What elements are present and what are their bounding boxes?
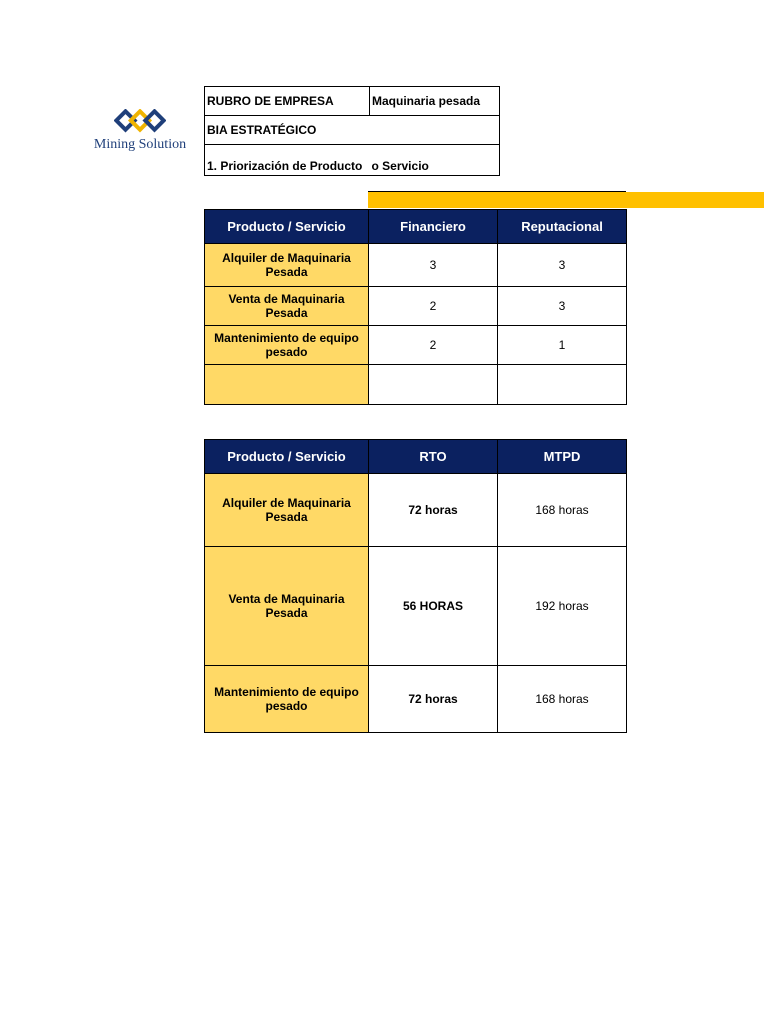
info-label: 1. Priorización de Producto — [205, 145, 370, 176]
table-header-row — [205, 210, 627, 244]
table-row — [205, 287, 627, 326]
rto-value: 72 horas — [369, 474, 498, 547]
reputational-value: 3 — [498, 287, 627, 326]
reputational-value: 3 — [498, 244, 627, 287]
table-row — [205, 244, 627, 287]
mtpd-value: 168 horas — [498, 474, 627, 547]
product-cell: Mantenimiento de equipo pesado — [205, 666, 369, 733]
financial-value — [369, 365, 498, 405]
info-row — [205, 145, 500, 176]
column-header: MTPD — [498, 440, 627, 474]
financial-value: 2 — [369, 287, 498, 326]
column-header: Financiero — [369, 210, 498, 244]
product-cell: Venta de Maquinaria Pesada — [205, 287, 369, 326]
rto-value: 56 HORAS — [369, 547, 498, 666]
company-info-table — [204, 86, 500, 176]
table-row — [205, 474, 627, 547]
mtpd-value: 192 horas — [498, 547, 627, 666]
product-cell: Mantenimiento de equipo pesado — [205, 326, 369, 365]
product-cell: Venta de Maquinaria Pesada — [205, 547, 369, 666]
impact-table — [204, 209, 627, 405]
table-header-row — [205, 440, 627, 474]
reputational-value — [498, 365, 627, 405]
table-row — [205, 326, 627, 365]
logo-text: Mining Solution — [93, 137, 187, 152]
financial-value: 2 — [369, 326, 498, 365]
info-value: Maquinaria pesada — [370, 87, 500, 116]
column-header: RTO — [369, 440, 498, 474]
product-cell: Alquiler de Maquinaria Pesada — [205, 244, 369, 287]
recovery-table — [204, 439, 627, 733]
company-logo — [80, 105, 200, 155]
info-row — [205, 87, 500, 116]
financial-value: 3 — [369, 244, 498, 287]
table-row — [205, 365, 627, 405]
rto-value: 72 horas — [369, 666, 498, 733]
info-label: BIA ESTRATÉGICO — [205, 116, 500, 145]
column-header: Reputacional — [498, 210, 627, 244]
column-header: Producto / Servicio — [205, 440, 369, 474]
info-row — [205, 116, 500, 145]
product-cell — [205, 365, 369, 405]
column-header: Producto / Servicio — [205, 210, 369, 244]
info-value: o Servicio — [370, 145, 500, 176]
reputational-value: 1 — [498, 326, 627, 365]
table-row — [205, 547, 627, 666]
product-cell: Alquiler de Maquinaria Pesada — [205, 474, 369, 547]
mtpd-value: 168 horas — [498, 666, 627, 733]
diamond-logo-icon — [114, 109, 166, 135]
info-label: RUBRO DE EMPRESA — [205, 87, 370, 116]
table-row — [205, 666, 627, 733]
yellow-accent-bar — [368, 192, 764, 208]
